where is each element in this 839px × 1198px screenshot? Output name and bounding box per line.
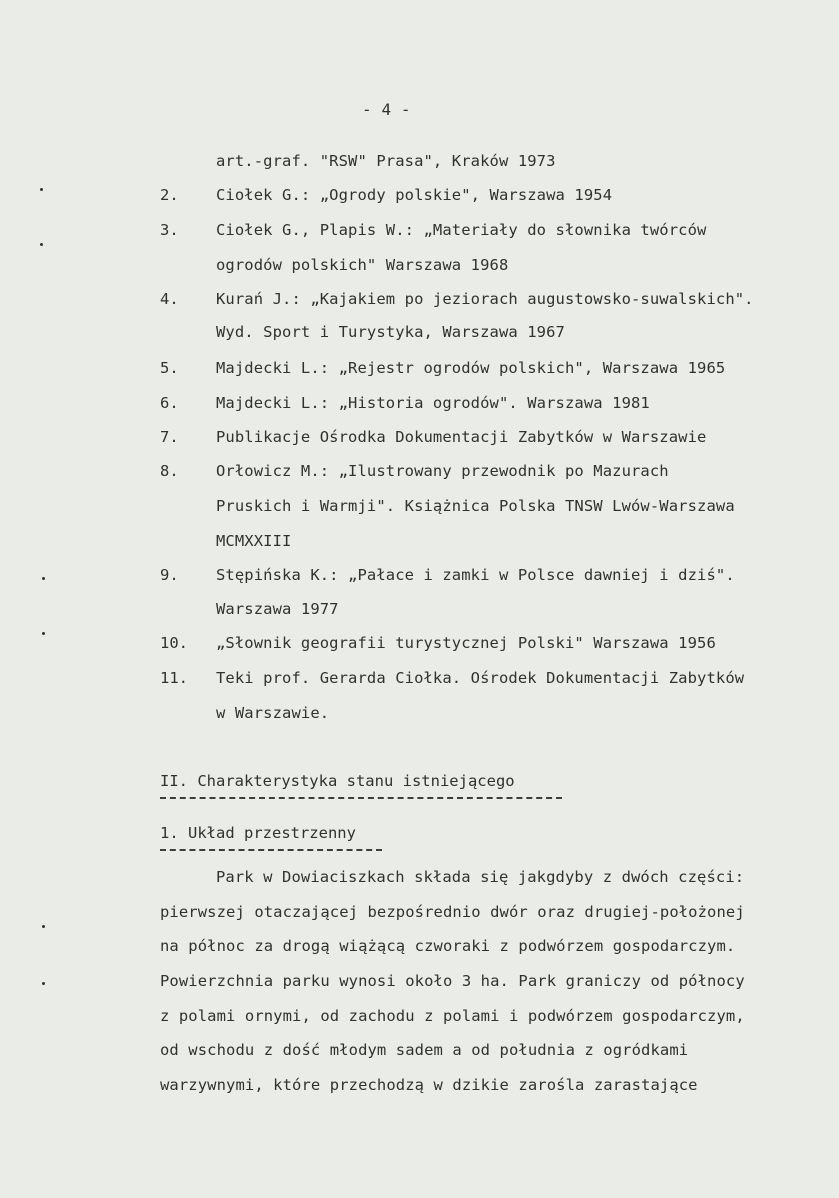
section-title-underline: [160, 797, 562, 799]
scan-mark: [42, 577, 45, 580]
bib-entry-line: MCMXXIII: [216, 532, 292, 550]
paragraph-line: od wschodu z dość młodym sadem a od południa z ogródkami: [160, 1041, 689, 1059]
page-number: - 4 -: [362, 100, 411, 119]
scan-mark: [42, 925, 45, 928]
bib-entry-line: Warszawa 1977: [216, 600, 339, 618]
bib-number: 7.: [160, 428, 179, 446]
bib-entry-line: Majdecki L.: „Rejestr ogrodów polskich", Warszawa 1965: [216, 359, 726, 377]
bib-entry-line: Publikacje Ośrodka Dokumentacji Zabytków w Warszawie: [216, 428, 707, 446]
scan-mark: [40, 243, 43, 246]
scan-mark: [42, 982, 45, 985]
bib-entry-line: Wyd. Sport i Turystyka, Warszawa 1967: [216, 323, 565, 341]
bib-number: 9.: [160, 566, 179, 584]
paragraph-line: Powierzchnia parku wynosi około 3 ha. Park graniczy od północy: [160, 972, 745, 990]
bib-number: 10.: [160, 634, 188, 652]
subsection-title-underline: [160, 849, 382, 851]
bib-number: 11.: [160, 669, 188, 687]
paragraph-line: pierwszej otaczającej bezpośrednio dwór oraz drugiej-położonej: [160, 903, 745, 921]
scan-mark: [40, 188, 43, 191]
bib-entry-line: Teki prof. Gerarda Ciołka. Ośrodek Dokumentacji Zabytków: [216, 669, 745, 687]
bib-entry-line: Ciołek G., Plapis W.: „Materiały do słownika twórców: [216, 221, 707, 239]
bib-number: 8.: [160, 462, 179, 480]
paragraph-line: warzywnymi, które przechodzą w dzikie zarośla zarastające: [160, 1076, 698, 1094]
paragraph-line: na północ za drogą wiążącą czworaki z podwórzem gospodarczym.: [160, 937, 736, 955]
bib-entry-line: Orłowicz M.: „Ilustrowany przewodnik po Mazurach: [216, 462, 669, 480]
bib-entry-line: Kurań J.: „Kajakiem po jeziorach augustowsko-suwalskich".: [216, 290, 754, 308]
bib-entry-line: Majdecki L.: „Historia ogrodów". Warszawa 1981: [216, 394, 650, 412]
section-title: II. Charakterystyka stanu istniejącego: [160, 772, 515, 790]
paragraph-line: z polami ornymi, od zachodu z polami i podwórzem gospodarczym,: [160, 1007, 745, 1025]
bib-entry-line: Stępińska K.: „Pałace i zamki w Polsce dawniej i dziś".: [216, 566, 735, 584]
bibliography-continuation: art.-graf. "RSW" Prasa", Kraków 1973: [216, 152, 556, 170]
bib-entry-line: ogrodów polskich" Warszawa 1968: [216, 256, 509, 274]
bib-number: 4.: [160, 290, 179, 308]
bib-number: 5.: [160, 359, 179, 377]
bib-entry-line: Pruskich i Warmji". Książnica Polska TNSW Lwów-Warszawa: [216, 497, 735, 515]
bib-number: 3.: [160, 221, 179, 239]
bib-number: 2.: [160, 186, 179, 204]
bib-entry-line: „Słownik geografii turystycznej Polski" Warszawa 1956: [216, 634, 716, 652]
paragraph-line: Park w Dowiaciszkach składa się jakgdyby z dwóch części:: [216, 868, 745, 886]
bib-number: 6.: [160, 394, 179, 412]
scan-mark: [42, 632, 45, 635]
subsection-title: 1. Układ przestrzenny: [160, 824, 356, 842]
bib-entry-line: Ciołek G.: „Ogrody polskie", Warszawa 1954: [216, 186, 613, 204]
bib-entry-line: w Warszawie.: [216, 704, 330, 722]
